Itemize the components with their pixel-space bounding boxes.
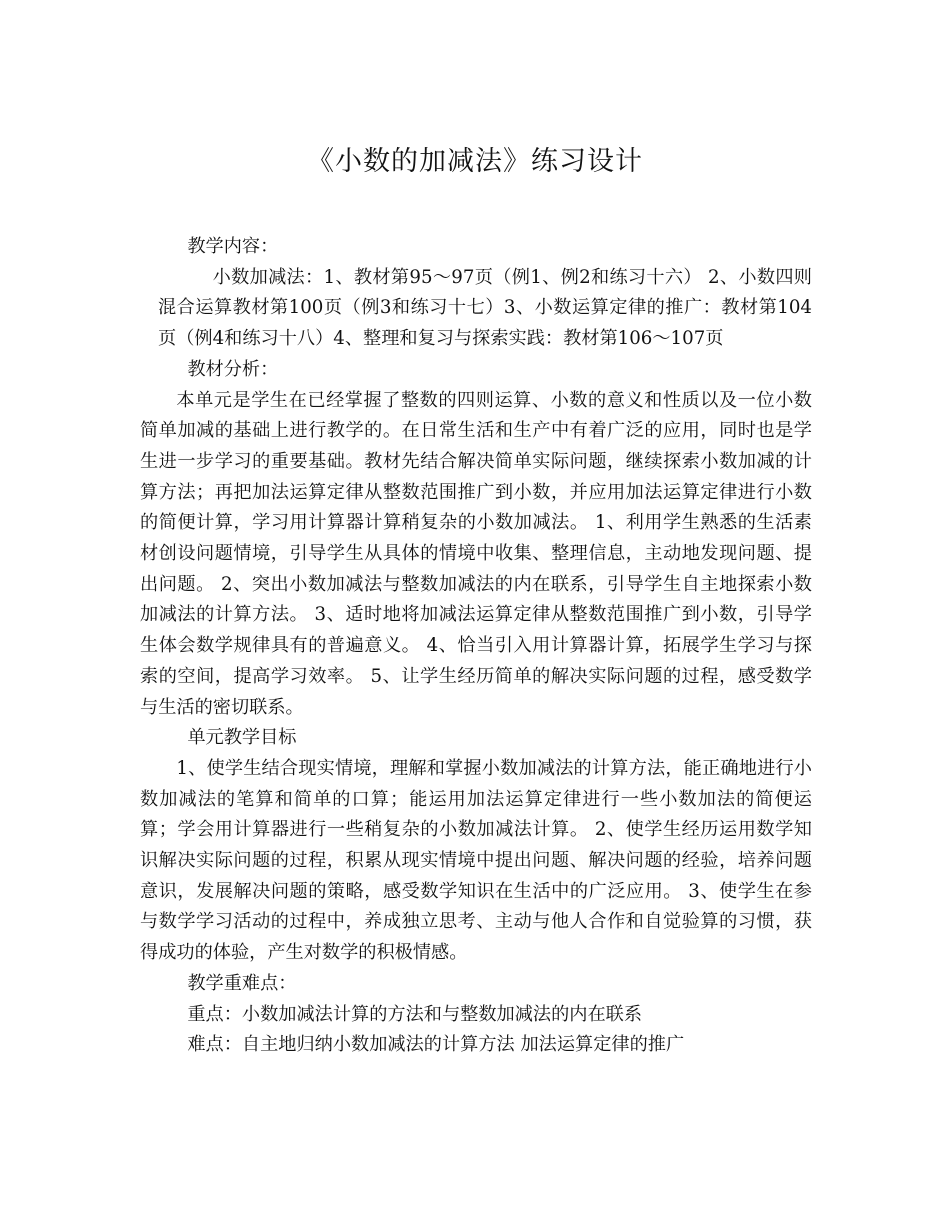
document-body [140, 232, 812, 1061]
key-point-line: 重点：小数加减法计算的方法和与整数加减法的内在联系 [187, 1003, 643, 1025]
difficulty-heading: 教学重难点： [187, 972, 297, 994]
document-title: 《小数的加减法》练习设计 [307, 146, 643, 177]
analysis-paragraph: 本单元是学生在已经掌握了整数的四则运算、小数的意义和性质以及一位小数简单加减的基础上进行教学的。在日常生活和生产中有着广泛的应用，同时也是学生进一步学习的重要基础。教材先结合解决简单实际问题，继续探索小数加减的计算方法；再把加法运算定律从整数范围推广到小数，并应用加法运算定律进行小数的简便计算，学习用计算器计算稍复杂的小数加减法。 1、利用学生熟悉的生活素材创设问题情境，引导学生从具体的情境中收集、整理信息，主动地发现问题、提出问题。 2、突出小数加减法与整数加减法的内在联系，引导学生自主地探索小数加减法的计算方法。 3、适时地将加减法运算定律从整数范围推广到小数，引导学生体会数学规律具有的普遍意义。 4、恰当引入用计算器计算，拓展学生学习与探索的空间，提高学习效率。 5、让学生经历简单的解决实际问题的过程，感受数学与生活的密切联系。 [140, 389, 812, 718]
goals-paragraph: 1、使学生结合现实情境，理解和掌握小数加减法的计算方法，能正确地进行小数加减法的笔算和简单的口算；能运用加法运算定律进行一些小数加法的简便运算；学会用计算器进行一些稍复杂的小数加减法计算。 2、使学生经历运用数学知识解决实际问题的过程，积累从现实情境中提出问题、解决问题的经验，培养问题意识，发展解决问题的策略，感受数学知识在生活中的广泛应用。 3、使学生在参与数学学习活动的过程中，养成独立思考、主动与他人合作和自觉验算的习惯，获得成功的体验，产生对数学的积极情感。 [140, 757, 812, 964]
analysis-heading: 教材分析： [187, 358, 279, 380]
content-paragraph: 小数加减法：1、教材第95～97页（例1、例2和练习十六） 2、小数四则混合运算教材第100页（例3和练习十七）3、小数运算定律的推广：教材第104页（例4和练习十八）4、整理和复习与探索实践：教材第106～107页 [158, 266, 812, 350]
goals-heading: 单元教学目标 [187, 727, 297, 749]
content-heading: 教学内容： [187, 236, 279, 257]
difficult-point-line: 难点：自主地归纳小数加减法的计算方法 加法运算定律的推广 [187, 1034, 685, 1056]
